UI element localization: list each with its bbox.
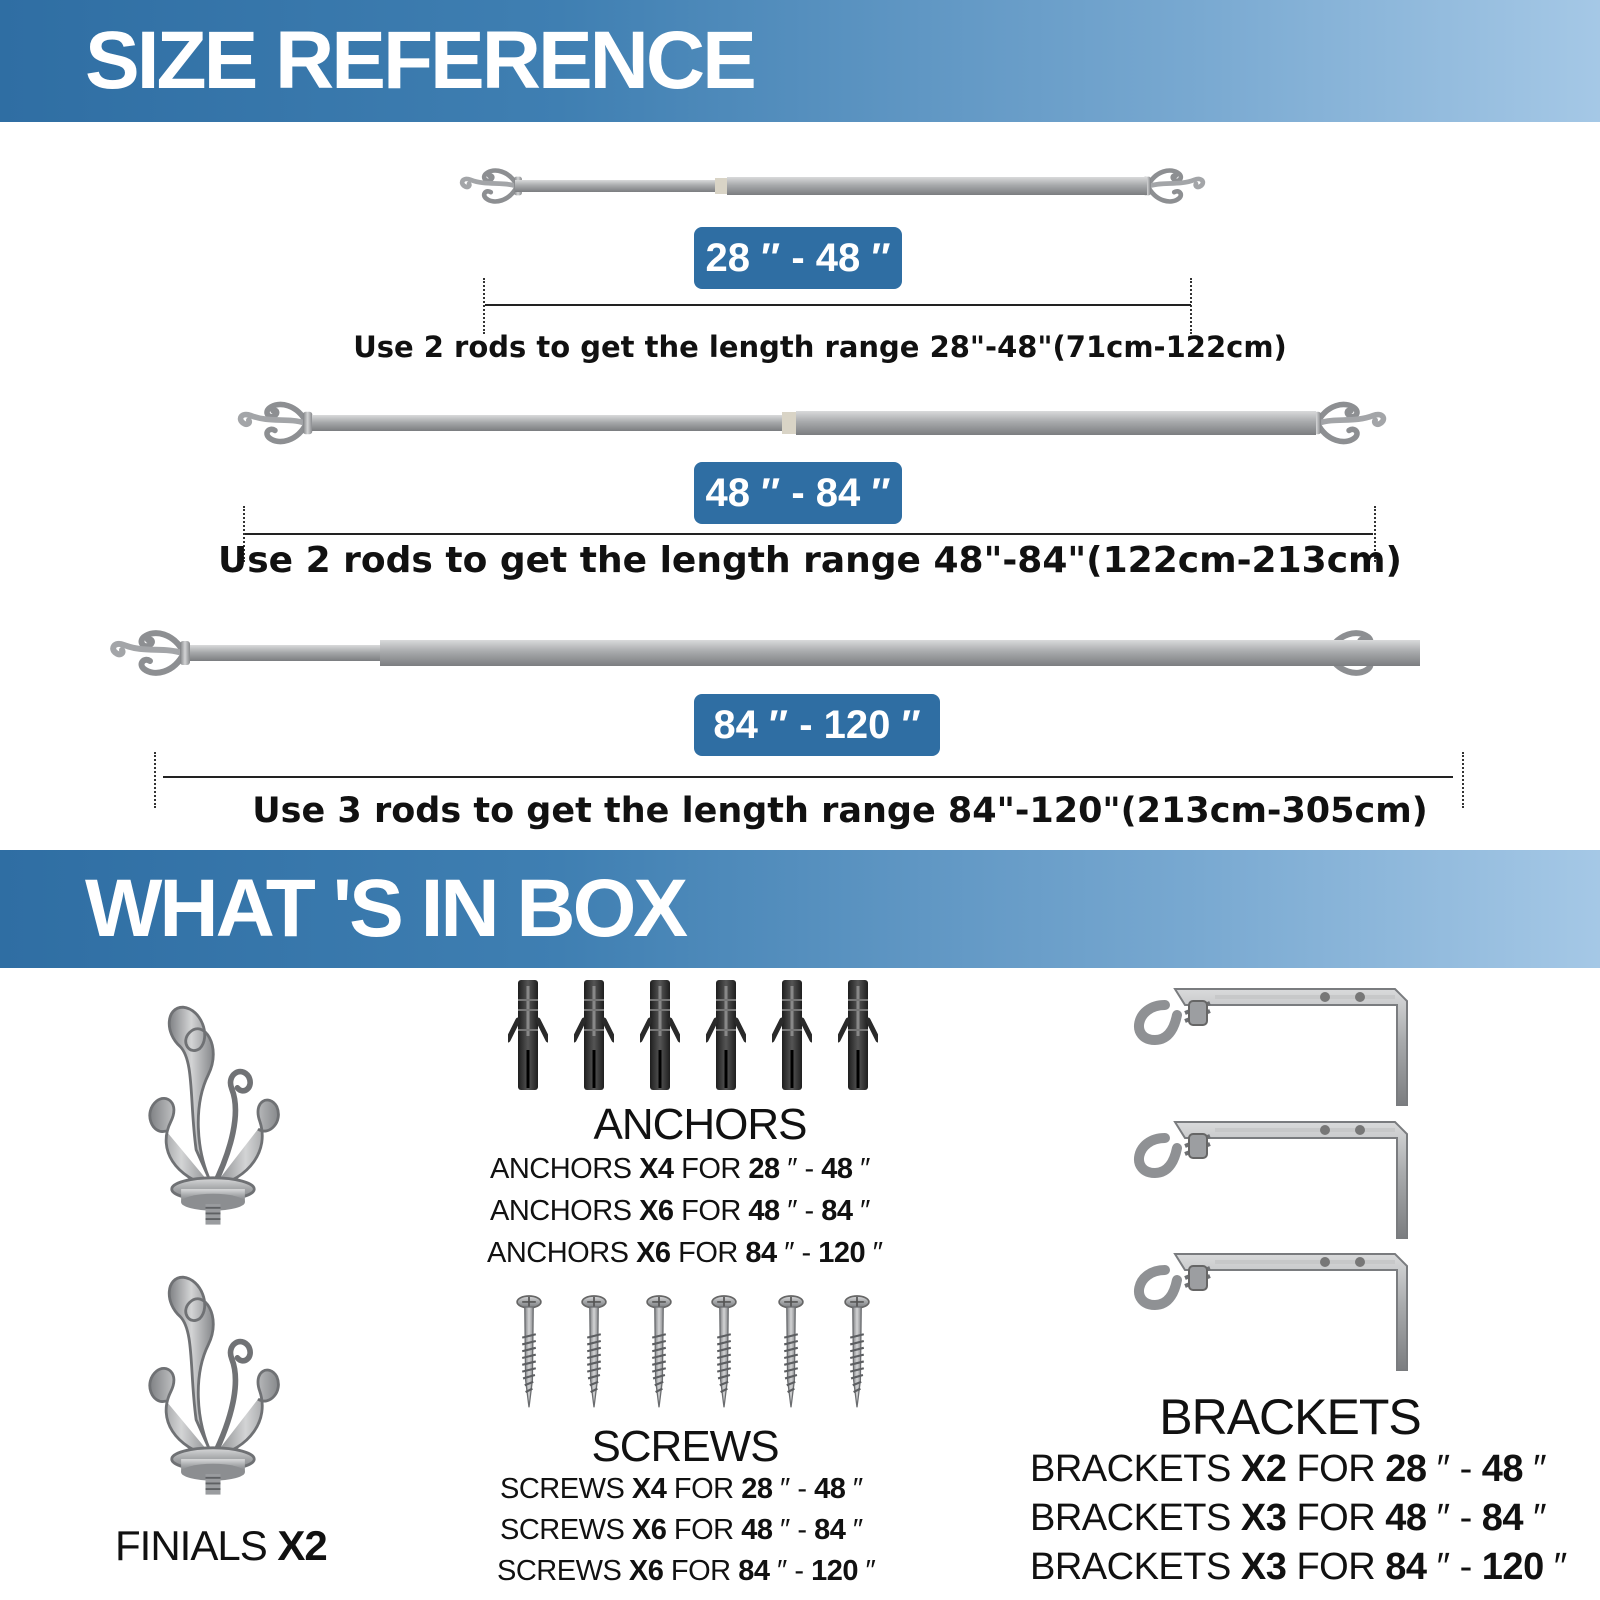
screw-icon bbox=[642, 1285, 676, 1420]
anchors-row bbox=[508, 980, 878, 1095]
anchors-spec: ANCHORS X6 FOR 84 ″ - 120 ″ bbox=[487, 1237, 883, 1269]
dimension-line bbox=[245, 533, 1373, 535]
screw-icon bbox=[707, 1285, 741, 1420]
curtain-bracket-icon bbox=[1125, 1108, 1415, 1243]
curtain-rod-icon bbox=[455, 160, 1210, 212]
range-badge: 84 ″ - 120 ″ bbox=[694, 694, 940, 756]
wall-anchor-icon bbox=[640, 980, 680, 1095]
usage-note: Use 2 rods to get the length range 28"-48"(71cm-122cm) bbox=[353, 330, 1287, 364]
dimension-line bbox=[163, 776, 1453, 778]
curtain-bracket-icon bbox=[1125, 1240, 1415, 1375]
anchors-title: ANCHORS bbox=[593, 1100, 807, 1149]
curtain-bracket-icon bbox=[1125, 975, 1415, 1110]
curtain-rod-icon bbox=[104, 622, 1498, 684]
screws-spec: SCREWS X6 FOR 48 ″ - 84 ″ bbox=[500, 1514, 863, 1546]
dimension-line bbox=[485, 304, 1191, 306]
whats-in-box-title: WHAT 'S IN BOX bbox=[85, 863, 686, 954]
finials-label: FINIALS X2 bbox=[115, 1522, 327, 1569]
range-badge: 48 ″ - 84 ″ bbox=[694, 462, 902, 524]
wall-anchor-icon bbox=[574, 980, 614, 1095]
wall-anchor-icon bbox=[772, 980, 812, 1095]
wall-anchor-icon bbox=[706, 980, 746, 1095]
screws-title: SCREWS bbox=[591, 1422, 779, 1471]
wall-anchor-icon bbox=[838, 980, 878, 1095]
brackets-spec: BRACKETS X3 FOR 84 ″ - 120 ″ bbox=[1030, 1546, 1567, 1588]
whats-in-box-banner bbox=[0, 850, 1600, 968]
dimension-tick bbox=[1190, 278, 1192, 334]
anchors-spec: ANCHORS X6 FOR 48 ″ - 84 ″ bbox=[490, 1195, 870, 1227]
range-badge: 28 ″ - 48 ″ bbox=[694, 227, 902, 289]
brackets-spec: BRACKETS X2 FOR 28 ″ - 48 ″ bbox=[1030, 1448, 1547, 1490]
screw-icon bbox=[840, 1285, 874, 1420]
screw-icon bbox=[512, 1285, 546, 1420]
usage-note: Use 3 rods to get the length range 84"-120"(213cm-305cm) bbox=[252, 791, 1428, 831]
size-reference-banner bbox=[0, 0, 1600, 122]
brackets-spec: BRACKETS X3 FOR 48 ″ - 84 ″ bbox=[1030, 1497, 1547, 1539]
usage-note: Use 2 rods to get the length range 48"-84"(122cm-213cm) bbox=[217, 540, 1402, 581]
screws-row bbox=[512, 1285, 877, 1420]
finial-icon bbox=[138, 1255, 288, 1500]
screws-spec: SCREWS X6 FOR 84 ″ - 120 ″ bbox=[497, 1555, 876, 1587]
size-reference-title: SIZE REFERENCE bbox=[85, 15, 754, 106]
wall-anchor-icon bbox=[508, 980, 548, 1095]
dimension-tick bbox=[483, 278, 485, 334]
screw-icon bbox=[577, 1285, 611, 1420]
anchors-spec: ANCHORS X4 FOR 28 ″ - 48 ″ bbox=[490, 1153, 870, 1185]
finial-icon bbox=[138, 985, 288, 1230]
screw-icon bbox=[774, 1285, 808, 1420]
brackets-title: BRACKETS bbox=[1159, 1389, 1421, 1445]
screws-spec: SCREWS X4 FOR 28 ″ - 48 ″ bbox=[500, 1473, 863, 1505]
curtain-rod-icon bbox=[232, 392, 1392, 454]
